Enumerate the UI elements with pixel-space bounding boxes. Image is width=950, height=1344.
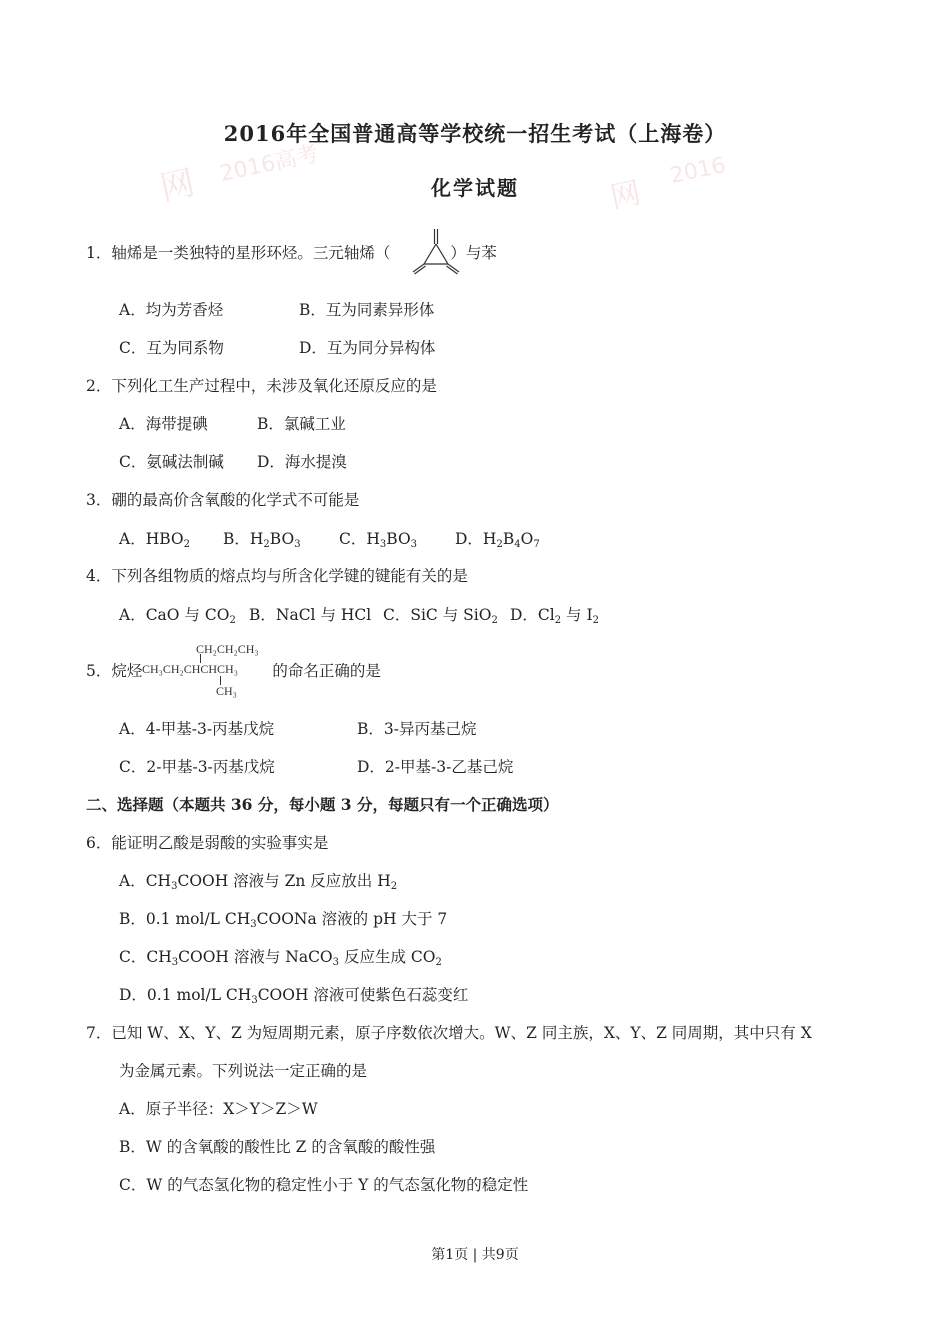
option-5A[interactable]: A．4-甲基-3-丙基戊烷	[119, 720, 275, 738]
question-7-stem-line2: 为金属元素。下列说法一定正确的是	[119, 1062, 368, 1080]
option-3C-text: C．H	[339, 530, 380, 548]
subscript: 3	[332, 957, 340, 968]
subscript: 2	[496, 539, 503, 550]
exam-subtitle: 化学试题	[431, 176, 519, 200]
subscript: 4	[514, 539, 521, 550]
subscript: 3	[379, 539, 387, 550]
option-1A[interactable]: A．均为芳香烃	[119, 301, 224, 319]
subscript: 2	[263, 539, 270, 550]
option-2A[interactable]: A．海带提碘	[119, 415, 208, 433]
option-6B-text: B．0.1 mol/L CH	[119, 910, 251, 928]
option-6A-text: COOH 溶液与 Zn 反应放出 H	[177, 872, 391, 890]
option-3A[interactable]	[119, 528, 223, 550]
question-5-options-row2	[119, 756, 513, 778]
option-1C[interactable]: C．互为同系物	[119, 339, 224, 357]
option-6D-text: D．0.1 mol/L CH	[119, 986, 252, 1004]
option-4D-text: 与 I	[561, 606, 593, 624]
subscript: 2	[435, 957, 442, 968]
trimethylenecyclopropane-structure	[408, 226, 464, 280]
page-footer: 第1页 | 共9页	[431, 1247, 519, 1263]
question-6-stem: 6．能证明乙酸是弱酸的实验事实是	[86, 834, 329, 852]
option-7B[interactable]: B．W 的含氧酸的酸性比 Z 的含氧酸的酸性强	[119, 1138, 436, 1156]
option-4A-text: A．CaO 与 CO	[119, 606, 230, 624]
question-5-options-row1	[119, 718, 477, 740]
section-2-heading: 二、选择题（本题共 36 分，每小题 3 分，每题只有一个正确选项）	[86, 795, 559, 814]
option-6A[interactable]	[119, 870, 397, 892]
structure-main-chain: CH₃CH₂CHCHCH₃	[142, 662, 238, 676]
structure-branch-bottom: CH₃	[216, 684, 237, 698]
subscript: 3	[171, 881, 178, 892]
option-6A-text: A．CH	[119, 872, 172, 890]
option-3D-text: O	[520, 530, 534, 548]
subscript: 2	[229, 615, 236, 626]
question-4-options	[119, 604, 599, 626]
option-3B[interactable]	[223, 528, 339, 550]
option-6C-text: C．CH	[119, 948, 172, 966]
option-6B-text: COONa 溶液的 pH 大于 7	[256, 910, 448, 928]
option-5B[interactable]: B．3-异丙基己烷	[357, 720, 477, 738]
option-4C-text: C．SiC 与 SiO	[383, 606, 492, 624]
subscript: 3	[410, 539, 418, 550]
option-4A[interactable]	[119, 604, 249, 626]
option-2C[interactable]: C．氨碱法制碱	[119, 453, 224, 471]
option-6C[interactable]	[119, 946, 442, 968]
option-6B[interactable]	[119, 908, 447, 930]
option-3D-text: D．H	[455, 530, 497, 548]
question-1-text-a: 1．轴烯是一类独特的星形环烃。三元轴烯（	[86, 244, 391, 262]
option-3B-text: B．H	[223, 530, 264, 548]
exam-title: 2016年全国普通高等学校统一招生考试（上海卷）	[223, 121, 727, 146]
option-7A[interactable]: A．原子半径：X＞Y＞Z＞W	[119, 1100, 318, 1118]
question-2-options-row2	[119, 451, 347, 473]
subscript: 2	[491, 615, 498, 626]
question-2-options-row1	[119, 413, 346, 435]
question-5-text-b: 的命名正确的是	[272, 662, 381, 680]
subscript: 3	[294, 539, 301, 550]
subscript: 3	[251, 995, 258, 1006]
question-2-stem: 2．下列化工生产过程中，未涉及氧化还原反应的是	[86, 377, 437, 395]
option-1B[interactable]: B．互为同素异形体	[299, 301, 435, 319]
subscript: 2	[390, 881, 398, 892]
option-3D[interactable]	[455, 528, 540, 550]
question-1-options-row1	[119, 299, 434, 321]
svg-text:网: 网	[607, 175, 644, 216]
subscript: 3	[250, 919, 257, 930]
question-1-options-row2	[119, 337, 435, 359]
subscript: 2	[183, 539, 190, 550]
question-3-stem: 3．硼的最高价含氧酸的化学式不可能是	[86, 491, 360, 509]
question-4-stem: 4．下列各组物质的熔点均与所含化学键的键能有关的是	[86, 567, 468, 585]
option-6D[interactable]	[119, 984, 468, 1006]
question-7-stem-line1: 7．已知 W、X、Y、Z 为短周期元素，原子序数依次增大。W、Z 同主族，X、Y、Z 同周期，其中只有 X	[86, 1024, 812, 1042]
alkane-structural-formula	[142, 640, 272, 702]
option-6C-text: COOH 溶液与 NaCO	[178, 948, 333, 966]
option-3C-text: BO	[386, 530, 411, 548]
question-5-text-a: 5．烷烃	[86, 662, 143, 680]
subscript: 2	[592, 615, 599, 626]
option-6D-text: COOH 溶液可使紫色石蕊变红	[257, 986, 469, 1004]
option-3A-text: A．HBO	[119, 530, 184, 548]
option-4D-text: D．Cl	[510, 606, 555, 624]
subscript: 3	[171, 957, 179, 968]
option-2D[interactable]: D．海水提溴	[257, 453, 347, 471]
option-3B-text: BO	[269, 530, 295, 548]
option-4D[interactable]	[510, 604, 599, 626]
option-4B[interactable]: B．NaCl 与 HCl	[249, 606, 372, 624]
option-5D[interactable]: D．2-甲基-3-乙基己烷	[357, 758, 514, 776]
svg-text:2016高考: 2016高考	[217, 141, 321, 187]
option-3C[interactable]	[339, 528, 455, 550]
option-4C[interactable]	[383, 604, 510, 626]
option-5C[interactable]: C．2-甲基-3-丙基戊烷	[119, 758, 275, 776]
option-7C[interactable]: C．W 的气态氢化物的稳定性小于 Y 的气态氢化物的稳定性	[119, 1176, 529, 1194]
option-1D[interactable]: D．互为同分异构体	[299, 339, 436, 357]
svg-text:2016: 2016	[667, 152, 728, 190]
svg-text:网: 网	[156, 162, 199, 209]
question-3-options	[119, 528, 540, 550]
option-2B[interactable]: B．氯碱工业	[257, 415, 346, 433]
question-1-text-b: ）与苯	[450, 244, 497, 262]
structure-branch-top: CH₂CH₂CH₃	[196, 642, 259, 656]
option-6C-text: 反应生成 CO	[339, 948, 436, 966]
subscript: 7	[533, 539, 540, 550]
option-3D-text: B	[502, 530, 515, 548]
subscript: 2	[554, 615, 562, 626]
